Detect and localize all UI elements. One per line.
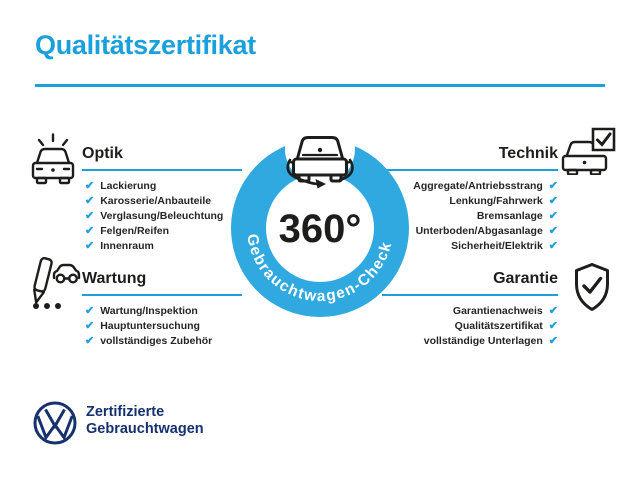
brand-line-1: Zertifizierte (86, 404, 165, 420)
checklist-item (82, 334, 242, 349)
car-checkbox-icon (560, 127, 618, 175)
section-technik-heading: Technik (498, 145, 558, 162)
checklist-item (82, 224, 242, 239)
check-icon: ✔ (548, 180, 558, 192)
checklist-item-label: vollständige Unterlagen (423, 335, 543, 347)
checklist-item-label: Lackierung (100, 180, 157, 192)
section-wartung-heading: Wartung (82, 270, 147, 287)
checklist-item (82, 179, 242, 194)
360-check-badge (225, 118, 415, 323)
check-icon: ✔ (85, 305, 95, 317)
check-icon: ✔ (85, 335, 95, 347)
check-icon: ✔ (548, 195, 558, 207)
ring-label: Gebrauchtwagen-Check (243, 232, 396, 306)
check-icon: ✔ (548, 305, 558, 317)
checklist-item-label: Wartung/Inspektion (100, 305, 198, 317)
checklist-item (82, 194, 242, 209)
check-icon: ✔ (85, 320, 95, 332)
section-wartung-list (82, 304, 242, 349)
check-icon: ✔ (85, 225, 95, 237)
check-icon: ✔ (548, 335, 558, 347)
checklist-item-label: vollständiges Zubehör (100, 335, 213, 347)
section-optik-rule (82, 169, 242, 171)
page-title: Qualitätszertifikat (35, 30, 256, 60)
section-wartung (82, 269, 242, 349)
checklist-item-label: Verglasung/Beleuchtung (100, 210, 224, 222)
check-icon: ✔ (548, 225, 558, 237)
checklist-item-label: Sicherheit/Elektrik (451, 240, 543, 252)
checklist-item-label: Unterboden/Abgasanlage (415, 225, 543, 237)
checklist-item (82, 209, 242, 224)
section-wartung-rule (82, 294, 242, 296)
check-icon: ✔ (85, 195, 95, 207)
section-garantie-heading: Garantie (493, 270, 558, 287)
title-divider (35, 84, 605, 87)
checklist-item (82, 304, 242, 319)
check-icon: ✔ (548, 240, 558, 252)
checklist-item-label: Bremsanlage (476, 210, 543, 222)
shiny-car-icon (27, 129, 79, 186)
check-icon: ✔ (85, 240, 95, 252)
checklist-item-label: Karosserie/Anbauteile (100, 195, 212, 207)
checklist-item-label: Qualitätszertifikat (454, 320, 543, 332)
checklist-item (82, 319, 242, 334)
vw-logo (32, 400, 78, 446)
check-icon: ✔ (548, 210, 558, 222)
section-optik-heading: Optik (82, 145, 123, 162)
checklist-item-label: Lenkung/Fahrwerk (449, 195, 543, 207)
checklist-item-label: Felgen/Reifen (100, 225, 170, 237)
shield-check-icon (571, 261, 613, 314)
checklist-item (82, 239, 242, 254)
checklist-item-label: Aggregate/Antriebsstrang (413, 180, 543, 192)
checklist-item-label: Garantienachweis (452, 305, 543, 317)
check-icon: ✔ (85, 210, 95, 222)
check-icon: ✔ (85, 180, 95, 192)
checklist-item-label: Hauptuntersuchung (100, 320, 200, 332)
service-checklist-icon (27, 255, 81, 313)
checklist-item (382, 334, 558, 349)
brand-text (86, 404, 204, 438)
section-optik-list (82, 179, 242, 254)
checklist-item-label: Innenraum (100, 240, 154, 252)
degree-label: 360° (278, 207, 362, 251)
brand-line-2: Gebrauchtwagen (86, 421, 204, 437)
section-optik (82, 144, 242, 254)
check-icon: ✔ (548, 320, 558, 332)
